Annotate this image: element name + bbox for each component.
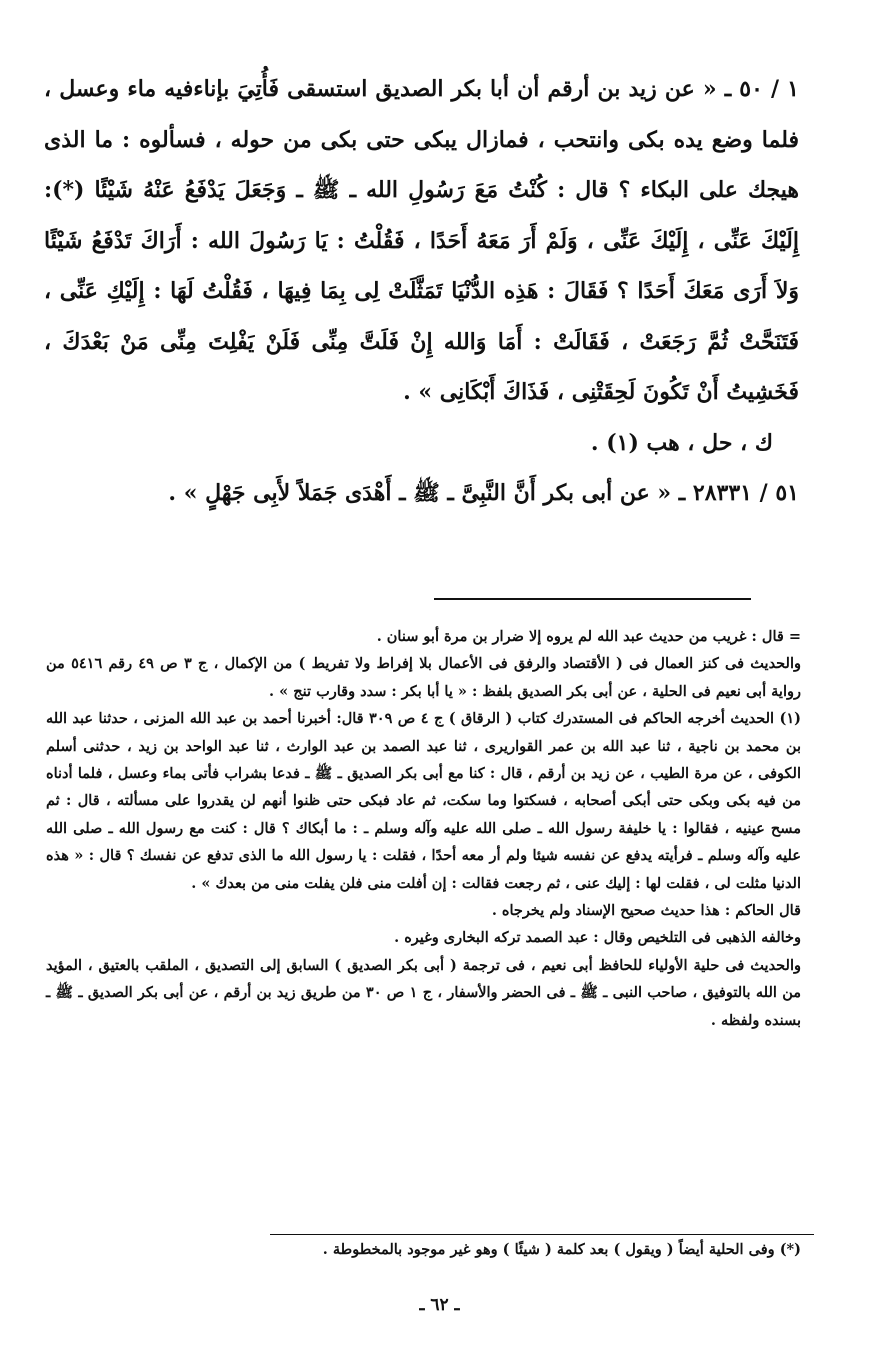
page-number: ـ ٦٢ ـ [419,1295,460,1315]
footnote-kanz: والحديث فى كنز العمال فى ( الأقتصاد والرفق فى الأعمال بلا إفراط ولا تفريط ) من الإكمال ، ج ٣ ص ٤٩ رقم ٥٤١٦ من رواية أبى نعيم فى الحلية ، عن أبى بكر الصديق بلفظ : « يا أبا بكر : سدد وقارب تنج » . [46,655,801,700]
footnote-hilya: والحديث فى حلية الأولياء للحافظ أبى نعيم ، فى ترجمة ( أبى بكر الصديق ) السابق إلى التصديق ، الملقب بالعتيق ، المؤيد من الله بالتوفيق ، صاحب النبى ـ ﷺ ـ فى الحضر والأسفار ، ج ١ ص ٣٠ من طريق زيد بن أرقم ، عن أبى بكر الصديق ـ ﷺ ـ بسنده ولفظه . [46,956,801,1029]
footnote-separator [434,598,751,600]
hadith-50: ١ / ٥٠ ـ « عن زيد بن أرقم أن أبا بكر الصديق استسقى فَأُتِيَ بإناءفيه ماء وعسل ، فلما وضع يده بكى وانتحب ، فمازال يبكى حتى بكى من حوله ، فسألوه : ما الذى هيجك على البكاء ؟ قال : كُنْتُ مَعَ رَسُولِ الله ـ ﷺ ـ وَجَعَلَ يَدْفَعُ عَنْهُ شَيْئًا (*): إِلَيْكَ عَنِّى ، إِلَيْكَ عَنِّى ، وَلَمْ أَرَ مَعَهُ أَحَدًا ، فَقُلْتُ : يَا رَسُولَ الله : أَرَاكَ تَدْفَعُ شَيْئًا وَلاَ أَرَى مَعَكَ أَحَدًا ؟ فَقَالَ : هَذِه الدُّنْيَا تَمَثَّلَتْ لِى بِمَا فِيهَا ، فَقُلْتُ لَهَا : إِلَيْكِ عَنِّى ، فَتَنَحَّتْ ثُمَّ رَجَعَتْ ، فَقَالَتْ : أَمَا وَالله إِنْ فَلَتَّ مِنِّى فَلَنْ يَفْلِتَ مِنِّى مَنْ بَعْدَكَ ، فَخَشِيتُ أَنْ تَكُونَ لَحِقَتْنِى ، فَذَاكَ أَبْكَانِى » . [44,76,799,405]
hadith-50-sources: ك ، حل ، هب (١) . [590,429,773,456]
main-text [44,64,799,519]
footnote-hakim-verdict: قال الحاكم : هذا حديث صحيح الإسناد ولم يخرجاه . [491,902,801,920]
hadith-51: ٥١ / ٢٨٣٣١ ـ « عن أبى بكر أَنَّ النَّبِىَّ ـ ﷺ ـ أَهْدَى جَمَلاً لأَبِى جَهْلٍ » . [168,480,799,506]
footnotes [46,623,801,1034]
footnote-1-hakim: (١) الحديث أخرجه الحاكم فى المستدرك كتاب ( الرقاق ) ج ٤ ص ٣٠٩ قال: أخبرنا أحمد بن عبد الله المزنى ، حدثنا عبد الله بن محمد بن ناجية ، ثنا عبد الله بن عمر القواريرى ، ثنا عبد الصمد بن عبد الوارث ، ثنا عبد الواحد بن زيد ، حدثنى أسلم الكوفى ، عن مرة الطيب ، عن زيد بن أرقم ، قال : كنا مع أبى بكر الصديق ـ ﷺ ـ فدعا بشراب فأتى بماء وعسل ، فلما أدناه من فيه بكى وبكى حتى أبكى أصحابه ، فسكتوا وما سكت، ثم عاد فبكى حتى ظنوا أنهم لن يقدروا على مسألته ، قال : ثم مسح عينيه ، فقالوا : يا خليفة رسول الله ـ صلى الله عليه وآله وسلم ـ : ما أبكاك ؟ قال : كنت مع رسول الله ـ صلى الله عليه وآله وسلم ـ فرأيته يدفع عن نفسه شيئا ولم أر معه أحدًا ، فقلت : يا رسول الله ما الذى تدفع عن نفسك ؟ قال : « هذه الدنيا مثلت لى ، فقلت لها : إليك عنى ، ثم رجعت فقالت : إن أفلت منى فلن يفلت منى من بعدك » . [46,710,801,892]
star-note: (*) وفى الحلية أيضاً ( ويقول ) بعد كلمة ( شيئًا ) وهو غير موجود بالمخطوطة . [322,1241,801,1258]
footnote-dhahabi: وخالفه الذهبى فى التلخيص وقال : عبد الصمد تركه البخارى وغيره . [394,929,801,947]
footnote-continuation: = قال : غريب من حديث عبد الله لم يروه إلا ضرار بن مرة أبو سنان . [376,628,801,645]
star-note-separator [270,1234,814,1235]
